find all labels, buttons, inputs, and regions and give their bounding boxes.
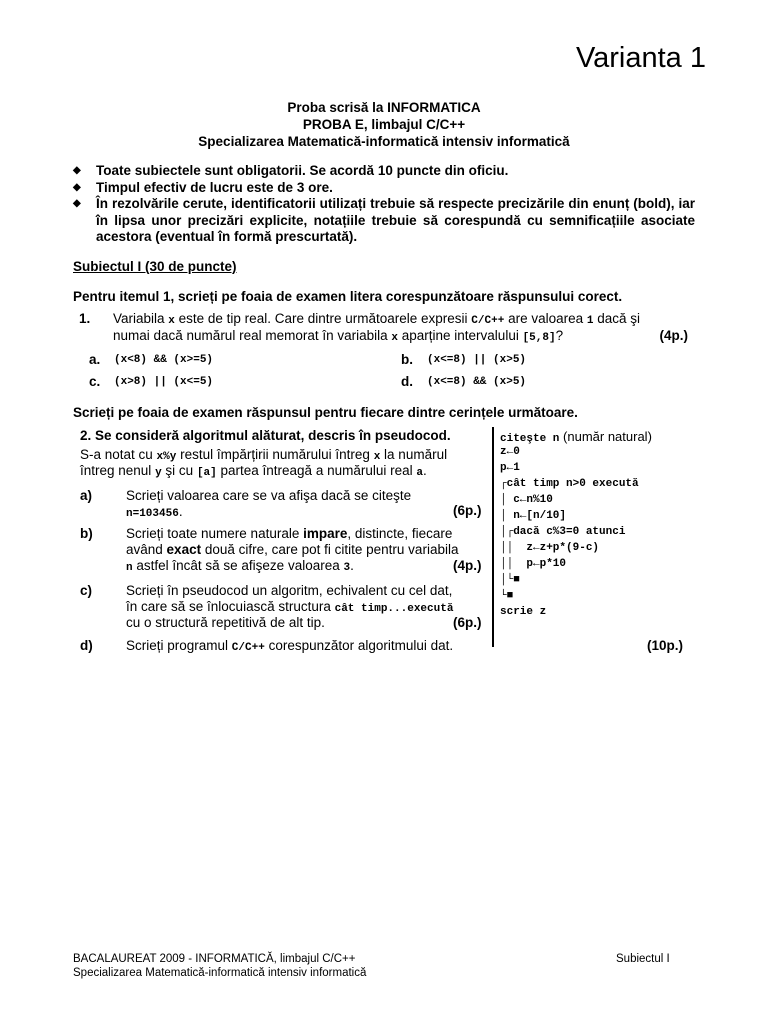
pseudocode-line-3: p←1 [500,462,520,474]
option-d-code: (x<=8) && (x>5) [427,376,527,388]
q2-desc-line1: S-a notat cu x%y restul împărțirii numărului întreg x la numărul [80,447,448,463]
option-a-letter: a. [89,352,101,367]
footer-exam: BACALAUREAT 2009 - INFORMATICĂ, limbajul C/C++ [73,953,356,965]
q2c-line1: Scrieți în pseudocod un algoritm, echivalent cu cel dat, [126,583,453,598]
variant-title: Varianta 1 [575,42,706,74]
q2c-points: (6p.) [453,615,482,630]
pseudocode-line-5: │ c←n%10 [500,494,553,506]
pseudocode-line-11: └■ [500,590,514,602]
exam-title: Proba scrisă la INFORMATICA [287,100,481,115]
q2-desc-line2: întreg nenul y şi cu [a] partea întreagă a numărului real a. [80,463,427,479]
option-c-code: (x>8) || (x<=5) [114,376,214,388]
pseudocode-line-12: scrie z [500,606,547,618]
footer-subject: Subiectul I [616,953,670,965]
rule-3 [73,196,695,246]
q2b-label: b) [80,526,93,541]
pseudocode-line-2: z←0 [500,446,520,458]
q2b-line2: având exact două cifre, care pot fi citite pentru variabila [126,542,459,557]
option-b-letter: b. [401,352,413,367]
pseudocode-line-6: │ n←[n/10] [500,510,567,522]
option-d-letter: d. [401,374,413,389]
rule-2 [73,180,695,197]
q2d-text: Scrieți programul C/C++ corespunzător algoritmului dat. [126,638,454,654]
pseudocode-line-1: citeşte n (număr natural) [500,429,652,445]
option-c-letter: c. [89,374,101,389]
rule-1 [73,163,695,180]
q2a-value: n=103456. [126,504,183,520]
pseudocode-line-4: ┌cât timp n>0 execută [500,478,639,490]
q2a-text: Scrieți valoarea care se va afişa dacă se citeşte [126,488,412,503]
q1-points: (4p.) [659,328,688,343]
q2c-line3: cu o structură repetitivă de alt tip. [126,615,325,630]
footer-specialization: Specializarea Matematică-informatică intensiv informatică [73,967,367,979]
q1-text-line1: Variabila x este de tip real. Care dintre următoarele expresii C/C++ are valoarea 1 dacă şi [113,311,641,327]
rule-text: Timpul efectiv de lucru este de 3 ore. [96,180,333,195]
q1-text-line2: numai dacă numărul real memorat în variabila x aparține intervalului [5,8]? [113,328,564,344]
q2b-points: (4p.) [453,558,482,573]
exam-specialization: Specializarea Matematică-informatică intensiv informatică [198,134,570,149]
q2d-points: (10p.) [647,638,684,653]
q2-title: 2. Se consideră algoritmul alăturat, descris în pseudocod. [80,428,451,443]
item1-instruction: Pentru itemul 1, scrieți pe foaia de examen litera corespunzătoare răspunsului corect. [73,289,623,304]
pseudocode-divider [492,427,494,647]
q2d-label: d) [80,638,93,653]
bullet-icon: ◆ [73,198,81,209]
rule-text: În rezolvările cerute, identificatorii utilizați trebuie să respecte precizările din enunț (bold), iar în lipsa unor precizări explicite, notațiile trebuie să corespundă cu semnificațiile asociate acestora (eventual în formă prescurtată). [96,196,695,244]
option-b-code: (x<=8) || (x>5) [427,354,527,366]
exam-subject: PROBA E, limbajul C/C++ [302,117,466,132]
pseudocode-line-7: │┌dacă c%3=0 atunci [500,526,626,538]
item2-instruction: Scrieți pe foaia de examen răspunsul pentru fiecare dintre cerințele următoare. [73,405,578,420]
pseudocode-line-8: ││ z←z+p*(9-c) [500,542,600,554]
q2c-label: c) [80,583,93,598]
q2b-line3: n astfel încât să se afişeze valoarea 3. [126,558,354,574]
q2a-label: a) [80,488,93,503]
bullet-icon: ◆ [73,182,81,193]
pseudocode-line-10: │└■ [500,574,520,586]
bullet-icon: ◆ [73,165,81,176]
section-title: Subiectul I (30 de puncte) [73,259,237,274]
option-a-code: (x<8) && (x>=5) [114,354,214,366]
q2a-points: (6p.) [453,503,482,518]
rule-text: Toate subiectele sunt obligatorii. Se acordă 10 puncte din oficiu. [96,163,509,178]
pseudocode-line-9: ││ p←p*10 [500,558,567,570]
q1-number: 1. [79,311,91,326]
q2c-line2: în care să se înlocuiască structura cât timp...execută [126,599,454,615]
q2b-line1: Scrieți toate numere naturale impare, distincte, fiecare [126,526,453,541]
